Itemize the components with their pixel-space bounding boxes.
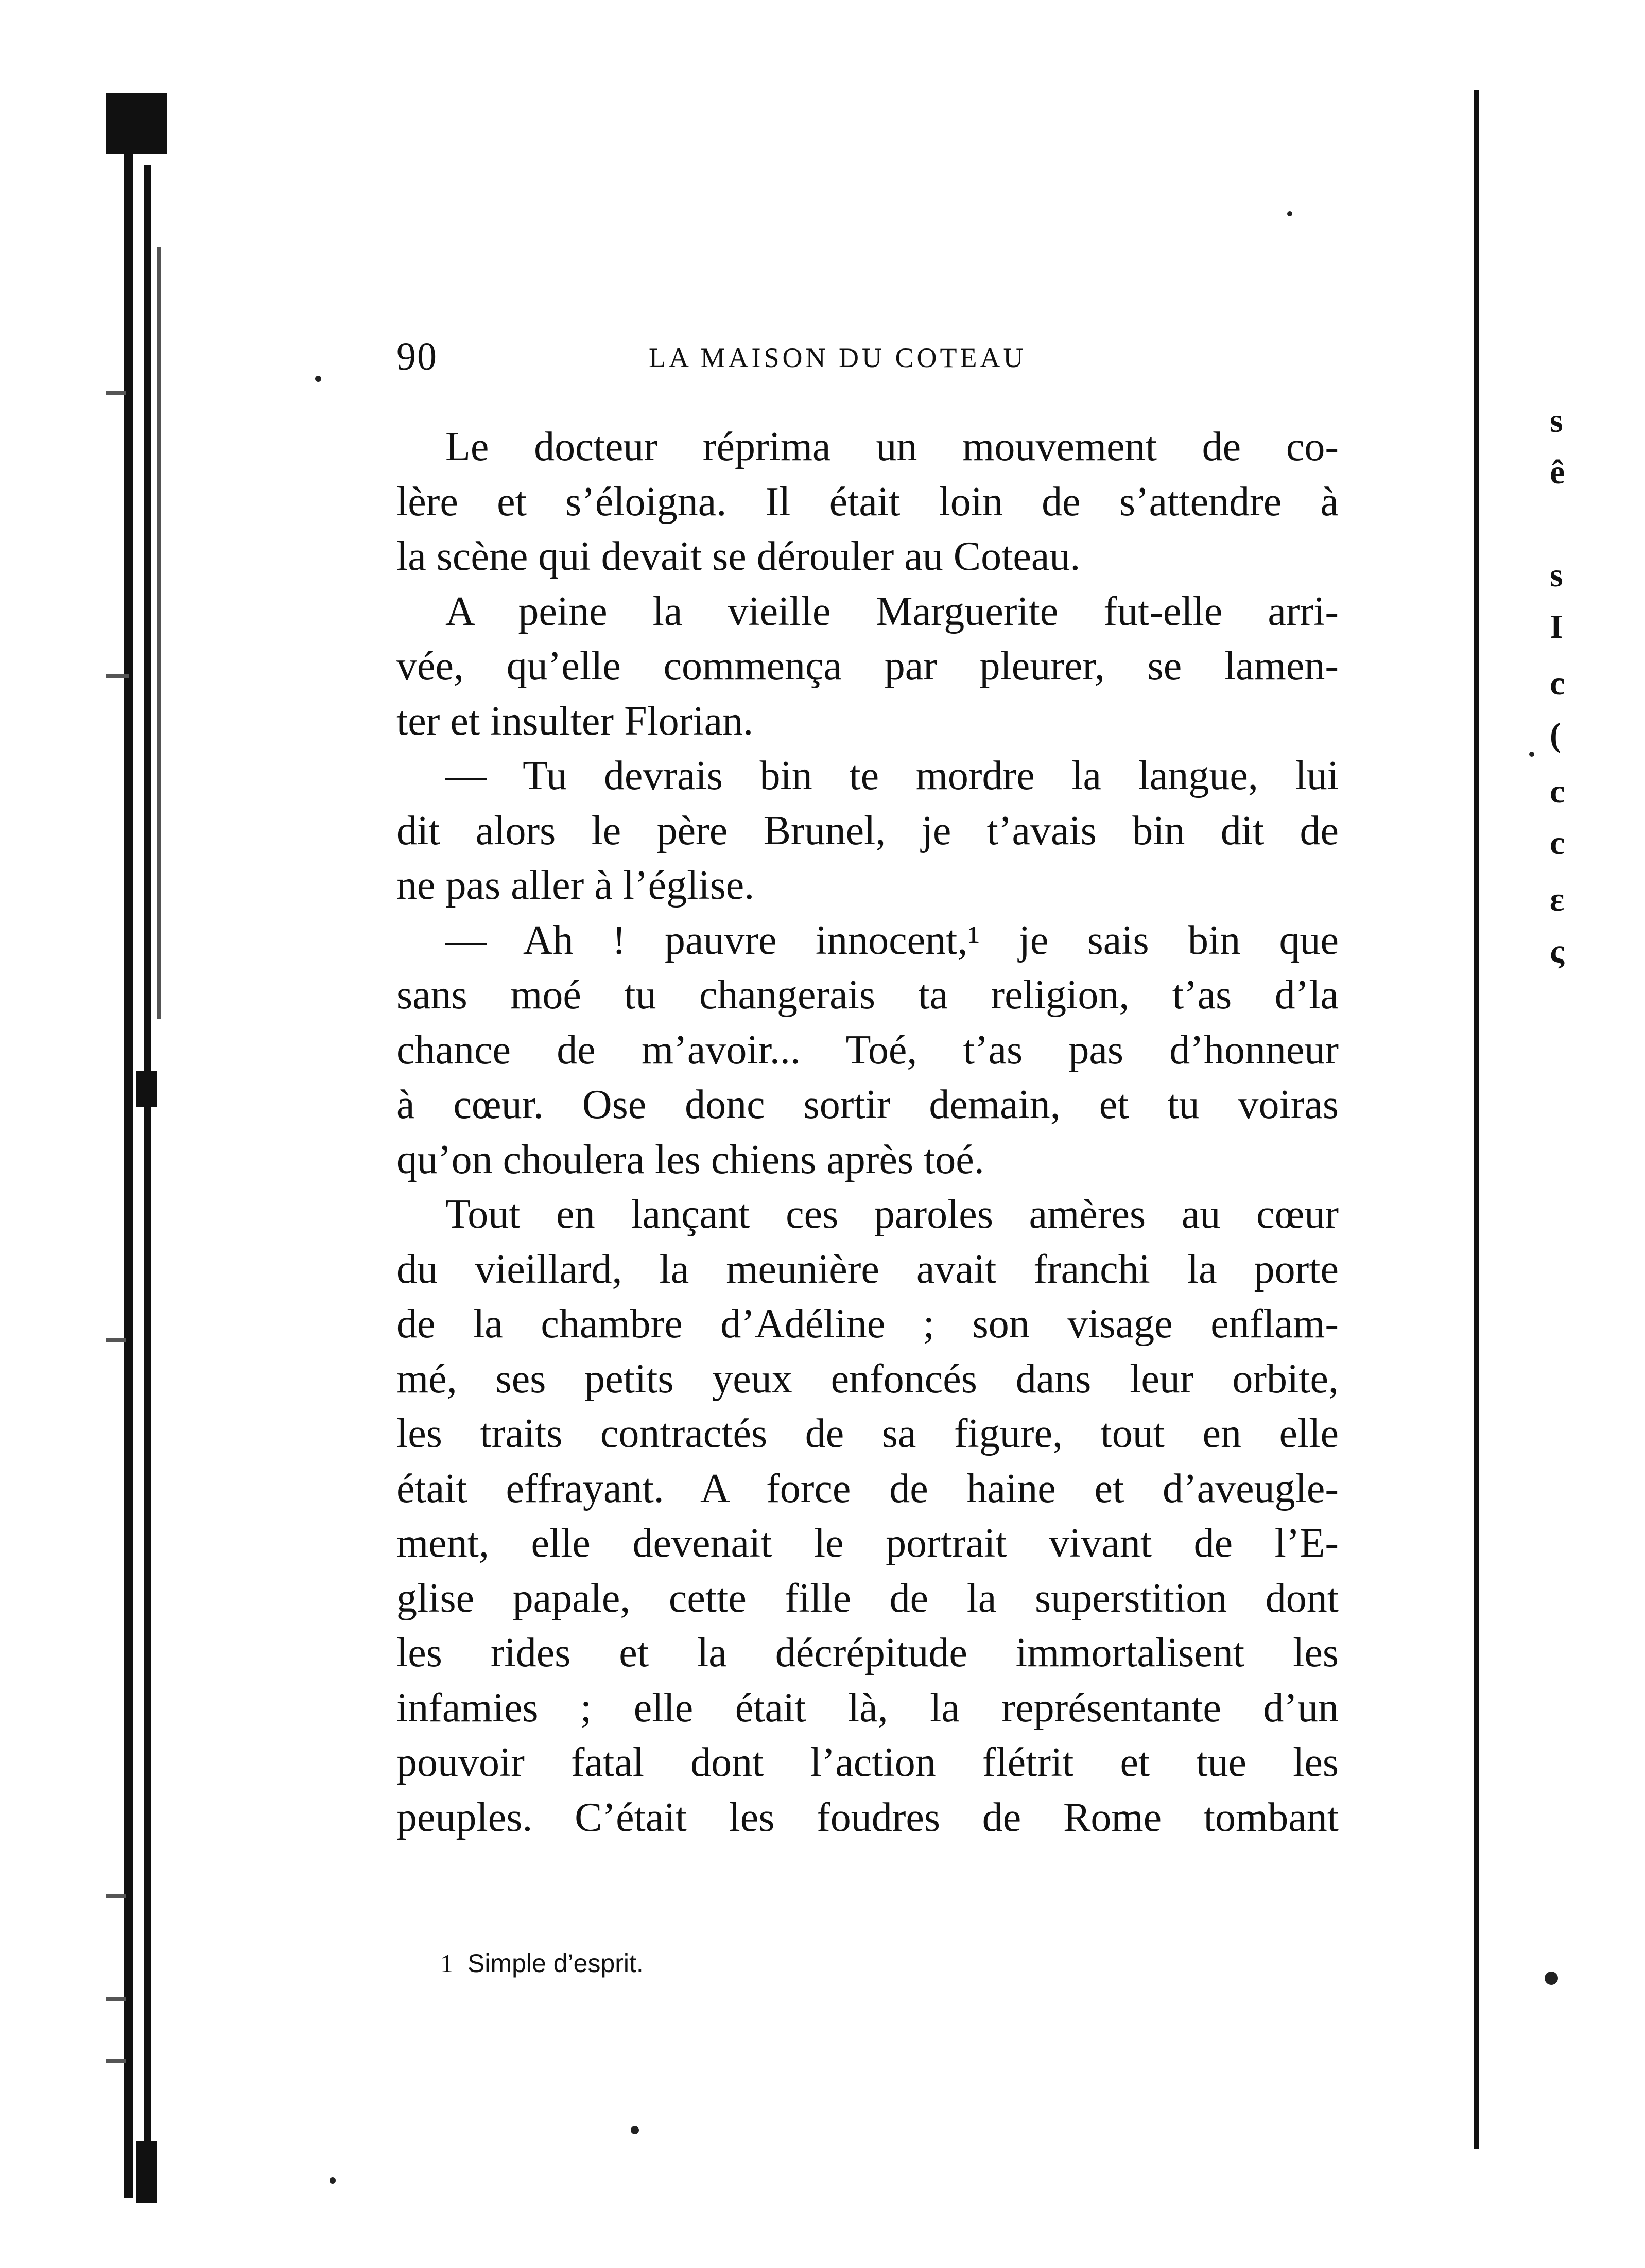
bleed-glyph: ê [1550,453,1565,491]
text-line: Le docteur réprima un mouvement de co- [445,424,1339,469]
speck [315,376,321,382]
speck [1545,1972,1558,1985]
text-line: dit alors le père Brunel, je t’avais bin dit de [396,808,1339,853]
bleed-glyph: s [1550,402,1563,440]
text-line: les traits contractés de sa figure, tout en elle [396,1411,1339,1456]
text-line: à cœur. Ose donc sortir demain, et tu voiras [396,1082,1339,1127]
text-line: pouvoir fatal dont l’action flétrit et tue les [396,1740,1339,1785]
bleed-glyph: c [1550,773,1565,810]
text-line: lère et s’éloigna. Il était loin de s’attendre à [396,479,1339,525]
text-line: la scène qui devait se dérouler au Coteau. [396,534,1081,579]
text-line: qu’on choulera les chiens après toé. [396,1137,984,1182]
speck [1287,211,1292,216]
body-text [396,420,1339,1845]
page-number: 90 [396,335,438,378]
page-header [396,335,1339,391]
bleed-glyph: ε [1550,881,1565,918]
text-line: glise papale, cette fille de la superstition dont [396,1575,1339,1621]
binding-shadow [106,93,172,2198]
bleed-glyph: s [1550,556,1563,594]
text-line: ter et insulter Florian. [396,698,754,744]
running-title: LA MAISON DU COTEAU [649,342,1027,373]
speck [1529,752,1534,757]
speck [631,2126,639,2134]
text-line: ne pas aller à l’église. [396,863,755,908]
text-line: les rides et la décrépitude immortalisent les [396,1630,1339,1676]
bleed-glyph: ( [1550,716,1561,754]
text-line: sans moé tu changerais ta religion, t’as d’la [396,972,1339,1018]
speck [330,2177,336,2184]
text-line: était effrayant. A force de haine et d’aveugle- [396,1466,1339,1511]
text-line: Tout en lançant ces paroles amères au cœur [445,1192,1339,1237]
footnote [440,1948,644,1978]
text-line: ment, elle devenait le portrait vivant de l’E- [396,1521,1339,1566]
footnote-number: 1 [440,1949,453,1978]
text-line: de la chambre d’Adéline ; son visage enflam- [396,1301,1339,1347]
text-line: mé, ses petits yeux enfoncés dans leur orbite, [396,1356,1339,1402]
text-line: peuples. C’était les foudres de Rome tombant [396,1794,1339,1840]
text-line: infamies ; elle était là, la représentante d’un [396,1685,1339,1731]
text-line: du vieillard, la meunière avait franchi la porte [396,1246,1339,1292]
bleed-glyph: c [1550,665,1565,702]
footnote-text: Simple d’esprit. [467,1949,644,1978]
bleed-glyph: ς [1550,932,1564,970]
page-edge-line [1474,90,1479,2149]
bleed-glyph: I [1550,608,1563,645]
text-line: chance de m’avoir... Toé, t’as pas d’honneur [396,1027,1339,1073]
text-line: — Tu devrais bin te mordre la langue, lui [445,753,1339,798]
text-line: vée, qu’elle commença par pleurer, se lamen- [396,643,1339,689]
bleed-glyph: c [1550,824,1565,862]
text-line: — Ah ! pauvre innocent,¹ je sais bin que [445,917,1339,963]
text-line: A peine la vieille Marguerite fut-elle arri- [445,588,1339,634]
